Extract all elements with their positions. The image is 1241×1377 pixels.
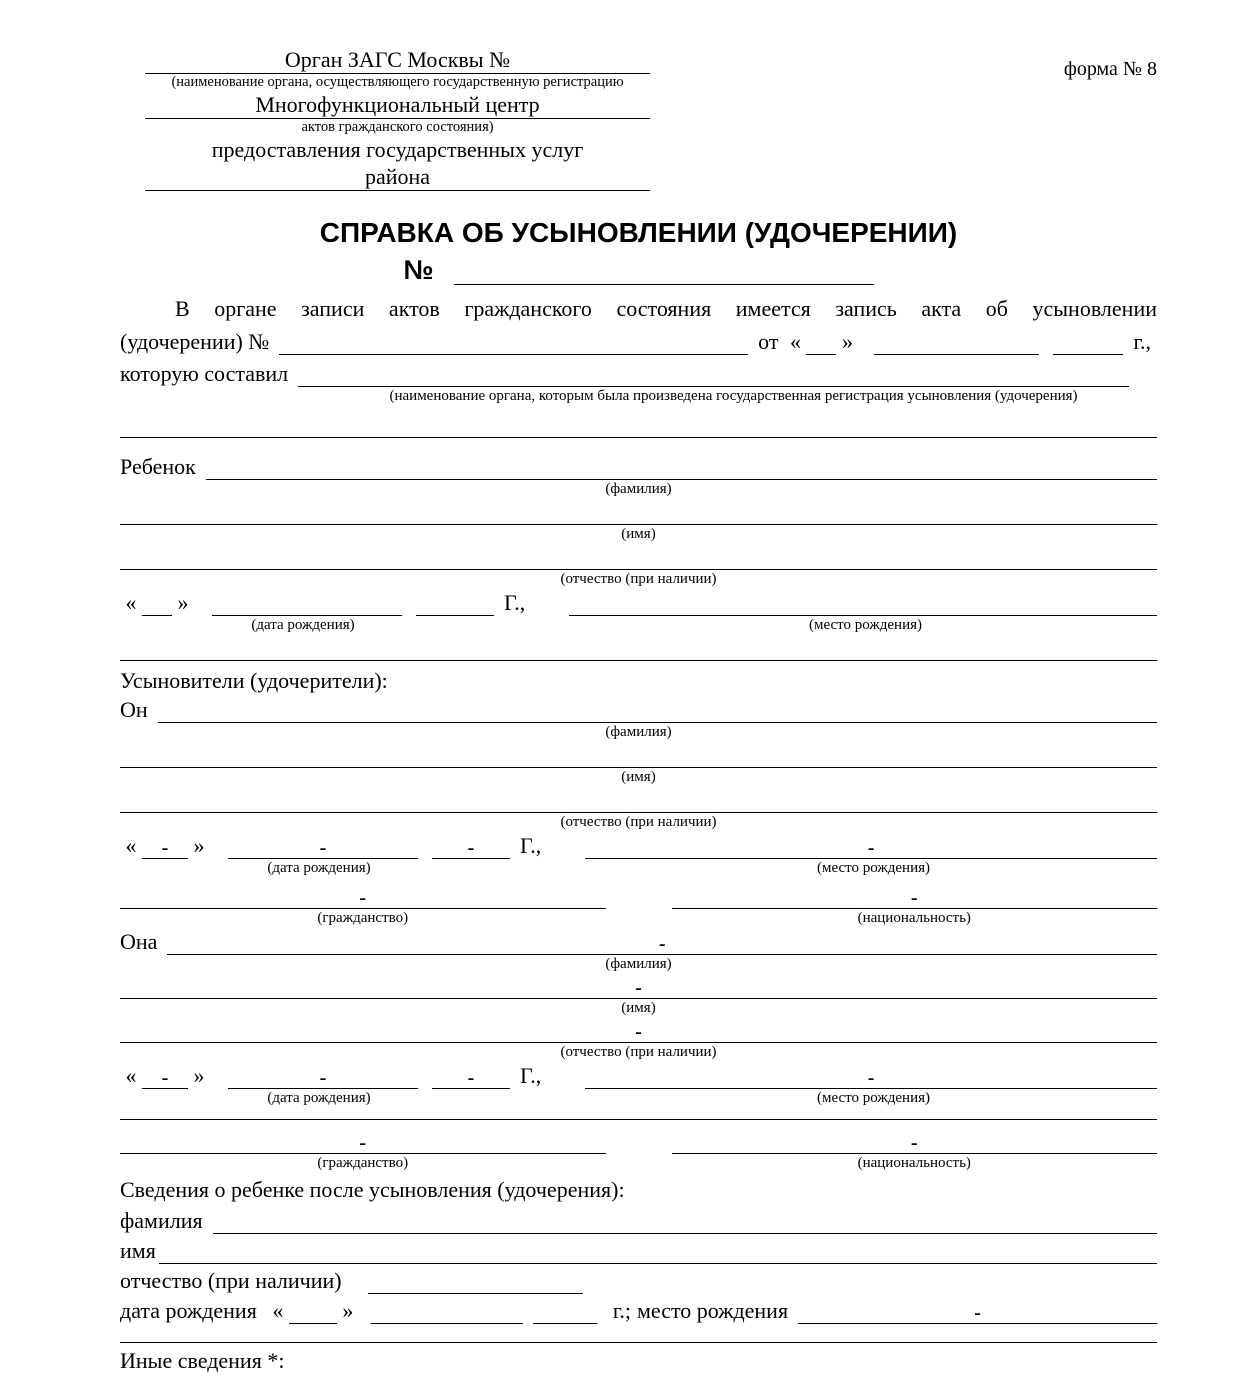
he-birth-year-field[interactable]: - (432, 839, 510, 859)
certificate-number-row (120, 249, 1157, 285)
child-name-field[interactable] (120, 498, 1157, 525)
adopters-label: Усыновители (удочерители): (120, 668, 388, 693)
after-birth-row (120, 1294, 1157, 1324)
caption-patronymic: (отчество (при наличии) (560, 814, 717, 830)
after-birth-year-field[interactable] (533, 1323, 597, 1324)
caption-surname: (фамилия) (605, 956, 672, 972)
year-abbr: Г., (520, 1063, 542, 1088)
he-patronymic-field[interactable] (120, 786, 1157, 813)
caption-nationality: (национальность) (857, 1155, 971, 1171)
he-birth-captions (120, 859, 1157, 877)
she-citizenship-captions (120, 1154, 1157, 1172)
section-divider-line (120, 1342, 1157, 1343)
after-name-label: имя (120, 1238, 156, 1263)
child-surname-field[interactable] (206, 479, 1157, 480)
quote-close: » (841, 329, 853, 354)
she-surname-field[interactable]: - (167, 935, 1157, 955)
issuing-org-block (145, 46, 650, 191)
registering-org-caption: (наименование органа, которым была произведена государственная регистрация усыновления (удочерения) (389, 388, 1078, 404)
quote-close: » (177, 590, 189, 615)
child-birth-row (120, 588, 1157, 616)
after-birth-day-field[interactable] (289, 1323, 337, 1324)
she-nationality-field[interactable]: - (672, 1134, 1158, 1154)
he-citizenship-field[interactable]: - (120, 889, 606, 909)
doc-title: СПРАВКА ОБ УСЫНОВЛЕНИИ (УДОЧЕРЕНИИ) (319, 217, 958, 248)
year-abbr: Г., (504, 590, 526, 615)
he-birth-place-field[interactable]: - (585, 839, 1157, 859)
she-label: Она (120, 929, 158, 954)
after-patronymic-row (120, 1264, 1157, 1294)
quote-open: « (272, 1298, 284, 1323)
caption-name: (имя) (621, 526, 656, 542)
he-name-field[interactable] (120, 741, 1157, 768)
after-birthplace-label: место рождения (636, 1298, 789, 1323)
caption-patronymic: (отчество (при наличии) (560, 571, 717, 587)
child-label: Ребенок (120, 454, 196, 479)
after-birth-label: дата рождения (120, 1298, 257, 1323)
caption-name: (имя) (621, 1000, 656, 1016)
quote-open: « (789, 329, 801, 354)
caption-birth-place: (место рождения) (816, 1090, 930, 1106)
act-number-field[interactable] (279, 354, 748, 355)
org-name-line2: Многофункциональный центр (145, 91, 650, 119)
quote-open: « (125, 833, 137, 858)
org-name-line1: Орган ЗАГС Москвы № (145, 46, 650, 74)
he-citizenship-captions (120, 909, 1157, 927)
she-birth-month-field[interactable]: - (228, 1069, 418, 1089)
form-number-label: форма № 8 (1063, 58, 1157, 80)
he-citizenship-row (120, 877, 1157, 909)
she-birth-row (120, 1061, 1157, 1089)
intro-year-abbr: г., (1133, 329, 1151, 354)
she-citizenship-row (120, 1120, 1157, 1154)
org-name-line4: района (145, 163, 650, 191)
she-birth-year-field[interactable]: - (432, 1069, 510, 1089)
she-birth-place-field[interactable]: - (585, 1069, 1157, 1089)
she-name-field[interactable]: - (120, 979, 1157, 999)
she-patronymic-row (120, 1017, 1157, 1043)
other-info-label: Иные сведения *: (120, 1348, 285, 1373)
caption-citizenship: (гражданство) (317, 1155, 409, 1171)
after-birth-place-field[interactable]: - (798, 1304, 1157, 1324)
act-day-field[interactable] (806, 354, 836, 355)
he-birth-day-field[interactable]: - (142, 839, 188, 859)
she-birth-day-field[interactable]: - (142, 1069, 188, 1089)
child-patronymic-field[interactable] (120, 543, 1157, 570)
after-birth-month-field[interactable] (371, 1323, 523, 1324)
caption-birth-date: (дата рождения) (267, 860, 371, 876)
quote-close: » (193, 833, 205, 858)
act-year-field[interactable] (1053, 354, 1123, 355)
she-patronymic-field[interactable]: - (120, 1023, 1157, 1043)
caption-surname: (фамилия) (605, 481, 672, 497)
intro-line1: В органе записи актов гражданского состояния имеется запись акта об усыновлении (175, 296, 1157, 321)
she-birth-captions (120, 1089, 1157, 1107)
after-surname-label: фамилия (120, 1208, 203, 1233)
intro-prefix3: которую составил (120, 361, 289, 386)
caption-citizenship: (гражданство) (317, 910, 409, 926)
he-birth-month-field[interactable]: - (228, 839, 418, 859)
certificate-number-field[interactable] (454, 284, 874, 285)
child-birth-captions (120, 616, 1157, 634)
she-name-row (120, 973, 1157, 999)
after-patronymic-label: отчество (при наличии) (120, 1268, 342, 1293)
she-citizenship-field[interactable]: - (120, 1134, 606, 1154)
intro-prefix2: (удочерении) № (120, 329, 270, 354)
after-year-abbr: г.; (612, 1298, 631, 1323)
caption-patronymic: (отчество (при наличии) (560, 1044, 717, 1060)
caption-nationality: (национальность) (857, 910, 971, 926)
caption-surname: (фамилия) (605, 724, 672, 740)
he-label: Он (120, 697, 148, 722)
number-sign: № (403, 255, 434, 285)
after-surname-field[interactable] (213, 1233, 1157, 1234)
intro-ot: от (758, 329, 779, 354)
caption-birth-place: (место рождения) (808, 617, 922, 633)
after-adoption-label: Сведения о ребенке после усыновления (удочерения): (120, 1177, 625, 1202)
caption-name: (имя) (621, 769, 656, 785)
section-divider-line (120, 660, 1157, 661)
registering-org-field-line2[interactable] (120, 437, 1157, 438)
quote-open: « (125, 1063, 137, 1088)
quote-open: « (125, 590, 137, 615)
caption-birth-date: (дата рождения) (267, 1090, 371, 1106)
after-surname-row (120, 1204, 1157, 1234)
form-header (120, 46, 1157, 191)
intro-line2 (120, 325, 1157, 355)
caption-birth-place: (место рождения) (816, 860, 930, 876)
quote-close: » (193, 1063, 205, 1088)
after-name-field[interactable] (159, 1263, 1157, 1264)
after-patronymic-field[interactable] (368, 1293, 583, 1294)
after-name-row (120, 1234, 1157, 1264)
org-caption-line1: (наименование органа, осуществляющего государственную регистрацию (171, 74, 624, 90)
org-caption-line2: актов гражданского состояния) (301, 119, 494, 135)
child-surname-row (120, 450, 1157, 480)
org-name-line3: предоставления государственных услуг (211, 137, 584, 162)
he-surname-row (120, 695, 1157, 723)
year-abbr: Г., (520, 833, 542, 858)
he-nationality-field[interactable]: - (672, 889, 1158, 909)
intro-line3 (120, 355, 1157, 387)
act-month-field[interactable] (874, 354, 1039, 355)
he-birth-row (120, 831, 1157, 859)
quote-close: » (342, 1298, 354, 1323)
she-surname-row (120, 927, 1157, 955)
caption-birth-date: (дата рождения) (251, 617, 355, 633)
